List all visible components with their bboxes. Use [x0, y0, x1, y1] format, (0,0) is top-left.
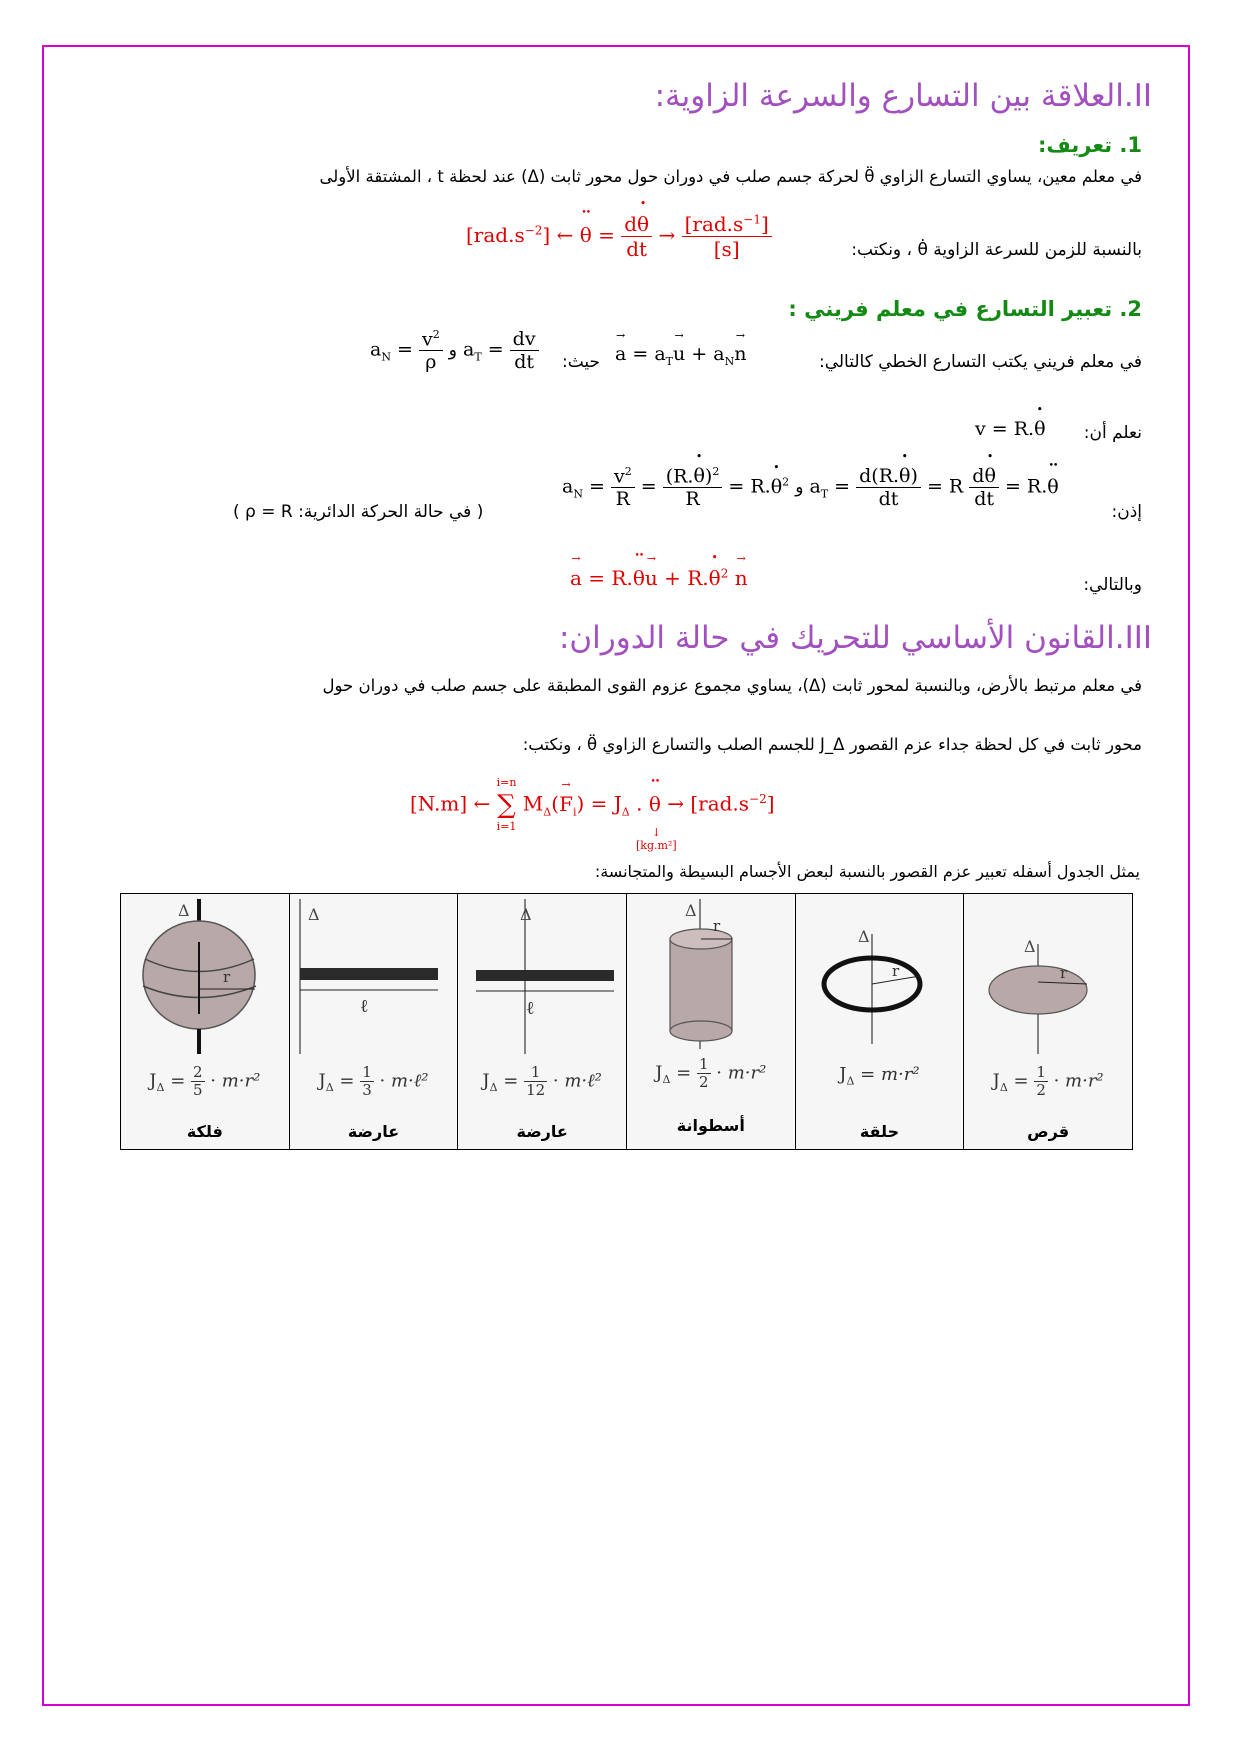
subsection-1-title: 1. تعريف: [1037, 133, 1142, 157]
therefore-label: إذن: [1111, 502, 1142, 522]
svg-text:ℓ: ℓ [359, 996, 369, 1017]
cylinder-icon [627, 894, 792, 1054]
cylinder-name: أسطوانة [676, 1116, 745, 1135]
section-3-title: III.القانون الأساسي للتحريك في حالة الدوران: [558, 620, 1152, 656]
rod-end-name: عارضة [347, 1122, 400, 1141]
svg-text:Δ: Δ [1024, 937, 1036, 956]
law-line-2: محور ثابت في كل لحظة جداء عزم القصور J_Δ للجسم الصلب والتسارع الزاوي θ̈ ، ونكتب: [522, 735, 1142, 754]
circular-motion-note: ( في حالة الحركة الدائرية: ρ = R ) [233, 502, 484, 522]
definition-line-1: في معلم معين، يساوي التسارع الزاوي θ̈ لحركة جسم صلب في دوران حول محور ثابت (Δ) عند لحظة t ، المشتقة الأولى [319, 167, 1142, 186]
shape-cell-cylinder [626, 894, 795, 1150]
angular-acceleration-formula: $[rad.s^{-2}]$ ← •• θ = $\frac{d• \theta}{dt}$ → $\frac{[rad.s^{-1}]}{[s]}$ [466, 212, 772, 261]
inertia-unit: ↓ [kg.m²] [636, 826, 677, 852]
tangential-normal-formula: $a_N$ = $\frac{v^2}{R}$ = $\frac{(R.• \theta)^2}{R}$ = R.• $\theta^2$ و $a_T$ = $\frac{d(R.• \theta)}{dt}$ = R $\frac{d• \theta}{dt}$ = R.•• θ [562, 465, 1059, 510]
rod-end-icon [290, 894, 455, 1054]
subsection-2-title: 2. تعبير التسارع في معلم فريني : [788, 297, 1142, 321]
shape-cell-rod-end [289, 894, 458, 1150]
definition-line-2: بالنسبة للزمن للسرعة الزاوية θ̇ ، ونكتب: [851, 240, 1142, 260]
cylinder-formula: $J_\Delta$ = $\frac{1}{2}$ · m·r² [655, 1055, 767, 1091]
svg-text:Δ: Δ [684, 901, 697, 920]
ring-formula: $J_\Delta = m\cdot r^2$ [839, 1064, 920, 1088]
disk-formula: $J_\Delta$ = $\frac{1}{2}$ · m·r² [992, 1063, 1104, 1099]
disk-icon [964, 894, 1129, 1054]
shape-cell-sphere [121, 894, 290, 1150]
velocity-formula: v = R.• θ [975, 418, 1046, 440]
acceleration-result-formula: → a = R.•• θ→ u + R.• $\theta^2 \to n$ [570, 566, 748, 590]
svg-text:r: r [223, 968, 231, 986]
svg-text:ℓ: ℓ [526, 998, 535, 1019]
table-intro: يمثل الجدول أسفله تعبير عزم القصور بالنسبة لبعض الأجسام البسيطة والمتجانسة: [594, 862, 1140, 881]
svg-text:r: r [1060, 964, 1068, 982]
ring-name: حلقة [859, 1122, 900, 1141]
rod-center-icon [458, 894, 638, 1054]
fundamental-law-formula: [N.m] ← i=n ∑ i=1 $M_\Delta(\to F_i) = J_\Delta$ . •• $\theta \to [rad.s^{-2}]$ [410, 772, 775, 838]
ring-icon [796, 894, 961, 1054]
we-know-label: نعلم أن: [1083, 423, 1142, 443]
shape-cell-ring [795, 894, 964, 1150]
svg-text:r: r [712, 917, 721, 935]
inertia-table [120, 893, 1133, 1150]
where-word: حيث: [562, 352, 601, 372]
svg-text:Δ: Δ [520, 905, 532, 924]
and-word: و [448, 340, 457, 361]
frenet-vector-formula: → $a = a_T\to u + a_N\to n$ [615, 343, 746, 368]
law-line-1: في معلم مرتبط بالأرض، وبالنسبة لمحور ثابت (Δ)، يساوي مجموع عزوم القوى المطبقة على جسم صلب في دوران حول [322, 676, 1142, 695]
rod-center-formula: $J_\Delta$ = $\frac{1}{12}$ · m·ℓ² [482, 1063, 602, 1099]
section-2-title: II.العلاقة بين التسارع والسرعة الزاوية: [654, 78, 1152, 114]
svg-text:Δ: Δ [178, 901, 190, 920]
sphere-formula: $J_\Delta$ = $\frac{2}{5}$ · m·r² [149, 1063, 261, 1099]
components-formula: $a_N$ = $\frac{v^2}{\rho}$ و $a_T$ = $\frac{dv}{dt}$ [370, 328, 539, 373]
shape-cell-disk [964, 894, 1133, 1150]
rod-end-formula: $J_\Delta$ = $\frac{1}{3}$ · m·ℓ² [318, 1063, 429, 1099]
svg-text:Δ: Δ [307, 905, 320, 924]
thus-label: وبالتالي: [1083, 575, 1142, 595]
disk-name: قرص [1027, 1122, 1070, 1141]
rod-center-name: عارضة [516, 1122, 568, 1141]
sphere-name: فلكة [186, 1122, 223, 1141]
svg-text:Δ: Δ [857, 927, 870, 946]
shape-cell-rod-center [458, 894, 627, 1150]
svg-text:r: r [891, 962, 899, 980]
sphere-icon [121, 894, 289, 1054]
frenet-intro: في معلم فريني يكتب التسارع الخطي كالتالي: [818, 352, 1142, 372]
